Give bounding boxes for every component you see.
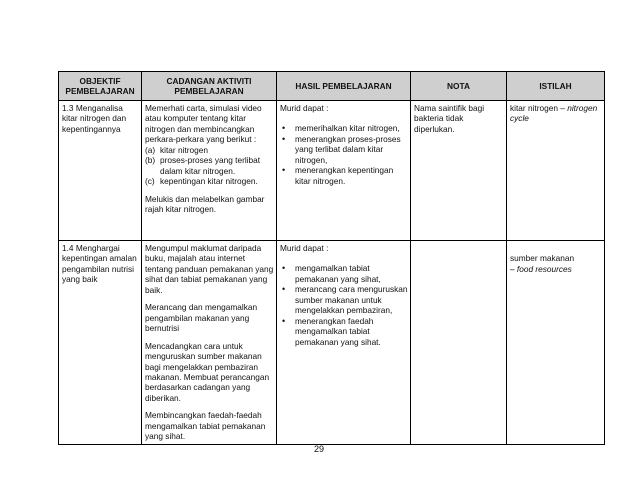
list-item: (b) proses-proses yang terlibat dalam kitar nitrogen. [145,155,261,176]
header-row [59,72,605,101]
cadangan-paragraph: Merancang dan mengamalkan pengambilan makanan yang bernutrisi [145,302,258,334]
cadangan-outro: Melukis dan melabelkan gambar rajah kitar nitrogen. [145,193,265,215]
istilah-english: nitrogen cycle [510,103,598,124]
cadangan-intro: Memerhati carta, simulasi video atau komputer tentang kitar nitrogen dan membincangkan perkara-perkara yang berikut : [145,103,262,145]
istilah-malay: sumber makanan [510,253,575,264]
header-objektif: OBJEKTIF PEMBELAJARAN [59,72,142,101]
objektif-text: 1.3 Menganalisa kitar nitrogen dan kepentingannya [62,103,127,134]
header-nota: NOTA [411,72,507,101]
nota-text: Nama saintifik bagi bakteria tidak diperlukan. [414,103,485,134]
table-row [59,241,605,445]
cadangan-cell [142,101,277,241]
hasil-cell [277,241,411,445]
list-item: • memerihalkan kitar nitrogen, [282,123,400,134]
list-item: • merancang cara menguruskan sumber makanan untuk mengelakkan pembaziran, [282,284,408,316]
header-cadangan: CADANGAN AKTIVITI PEMBELAJARAN [142,72,277,101]
table-row [59,101,605,241]
cadangan-list [145,145,274,187]
header-istilah: ISTILAH [507,72,605,101]
header-hasil: HASIL PEMBELAJARAN [277,72,411,101]
hasil-intro: Murid dapat : [280,243,329,253]
syllabus-table [58,71,605,445]
istilah-cell [507,101,605,241]
cadangan-paragraph: Mengumpul maklumat daripada buku, majalah atau internet tentang panduan pemakanan yang sihat dan tabiat pemakanan yang baik. [145,243,274,295]
cadangan-paragraph: Membincangkan faedah-faedah mengamalkan tabiat pemakanan yang sihat. [145,410,266,442]
bullet-icon: • [282,263,286,274]
bullet-icon: • [282,284,286,295]
cadangan-paragraph: Mencadangkan cara untuk menguruskan sumber makanan bagi mengelakkan pembaziran makanan. Membuat perancangan berdasarkan cadangan yang diberikan. [145,340,270,403]
nota-cell [411,241,507,445]
hasil-list [280,123,408,186]
objektif-cell [59,241,142,445]
hasil-list [280,263,408,347]
objektif-text: 1.4 Menghargai kepentingan amalan pengambilan nutrisi yang baik [62,243,137,285]
list-item: • menerangkan proses-proses yang terlibat dalam kitar nitrogen, [282,133,401,165]
bullet-icon: • [282,133,286,144]
nota-cell [411,101,507,241]
list-item: • mengamalkan tabiat pemakanan yang sihat, [282,263,381,284]
page-number: 29 [313,444,324,454]
hasil-intro: Murid dapat : [280,103,329,113]
list-item: • menerangkan kepentingan kitar nitrogen. [282,165,394,186]
list-item: • menerangkan faedah mengamalkan tabiat pemakanan yang sihat. [282,315,381,347]
list-item: (a) kitar nitrogen [145,144,208,155]
list-item: (c) kepentingan kitar nitrogen. [145,176,258,187]
istilah-english: – food resources [510,263,572,274]
bullet-icon: • [282,315,286,326]
istilah-cell [507,241,605,445]
objektif-cell [59,101,142,241]
cadangan-cell [142,241,277,445]
bullet-icon: • [282,165,286,176]
bullet-icon: • [282,123,286,134]
hasil-cell [277,101,411,241]
istilah-malay: kitar nitrogen – [510,103,565,113]
